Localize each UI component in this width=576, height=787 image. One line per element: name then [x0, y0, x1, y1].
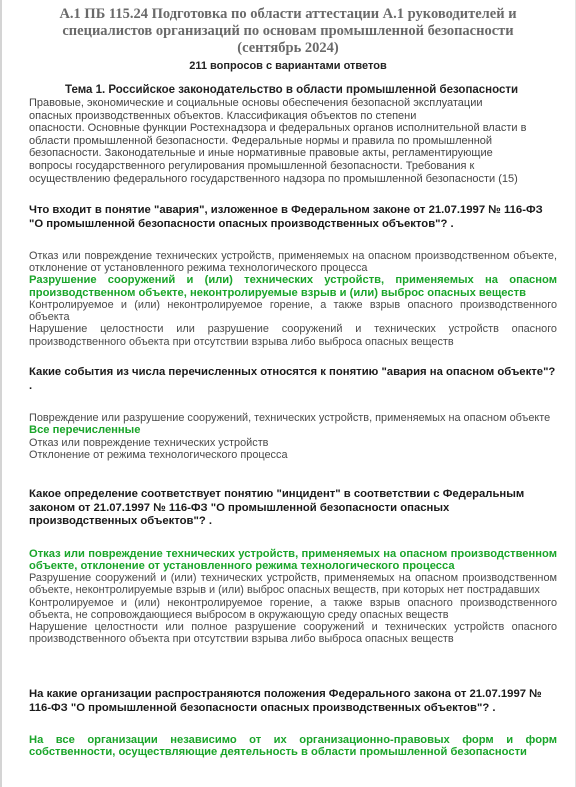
question-text: Какие события из числа перечисленных относятся к понятию "авария на опасном объекте"? . [29, 366, 556, 392]
topic-description-line: Правовые, экономические и социальные основы обеспечения безопасной эксплуатации [29, 97, 483, 109]
topic-description-line: опасности. Основные функции Ростехнадзора и федеральных органов исполнительной власти в [29, 122, 527, 135]
topic-description-line: осуществлению федерального государственного надзора по промышленной безопасности (15) [29, 172, 518, 185]
question-text: Какое определение соответствует понятию "инцидент" в соответствии с Федеральным законом от 21.07.1997 № 116-ФЗ "О промышленной безопасности опасных производственных объектов"? . [29, 488, 525, 527]
answer-list [29, 734, 557, 759]
answer-option: Повреждение или разрушение сооружений, технических устройств, применяемых на опасном объекте [29, 412, 551, 424]
answer-list [29, 548, 557, 646]
topic-description-line: опасных производственных объектов. Классификация объектов по степени [29, 109, 417, 122]
topic-description-line: безопасности. Законодательные и иные нормативные правовые акты, регламентирующие [29, 147, 493, 160]
question-text: На какие организации распространяются положения Федерального закона от 21.07.1997 № 116-ФЗ "О промышленной безопасности опасных производственных объектов"? . [29, 688, 542, 714]
topic-description-line: области промышленной безопасности. Федеральные нормы и правила по промышленной [29, 134, 493, 147]
question-block-2 [29, 366, 557, 461]
answer-option: Отказ или повреждение технических устройств, применяемых на опасном производственном объекте, отклонение от установленного режима технологического процесса [29, 250, 557, 275]
answer-option: Нарушение целостности или полное разрушение сооружений и технических устройств опасного производственного объекта при отсутствии взрыва либо выброса опасных веществ [29, 620, 557, 646]
question-block-3 [29, 488, 557, 645]
answer-option: Разрушение сооружений и (или) технических устройств, применяемых на опасном производственном объекте, неконтролируемые взрыв и (или) выброс опасных веществ, при которых нет пострадавших [29, 572, 557, 597]
document-subtitle: 211 вопросов с вариантами ответов [189, 60, 387, 72]
answer-option-correct: Разрушение сооружений и (или) технических устройств, применяемых на опасном производственном объекте, неконтролируемые взрыв и (или) выброс опасных веществ [29, 274, 557, 299]
answer-option: Контролируемое и (или) неконтролируемое горение, а также взрыв опасного производственного объекта, не сопровождающиеся выбросом в окружающую среду опасных веществ [29, 596, 557, 621]
topic-description [29, 97, 554, 185]
page-left-edge [0, 0, 2, 787]
topic-heading: Тема 1. Российское законодательство в области промышленной безопасности [65, 84, 519, 96]
answer-option: Отклонение от режима технологического процесса [29, 448, 288, 461]
answer-option: Контролируемое и (или) неконтролируемое горение, а также взрыв опасного производственного объекта [29, 299, 557, 324]
question-text: Что входит в понятие "авария", изложенное в Федеральном законе от 21.07.1997 № 116-ФЗ "О промышленной безопасности опасных производственных объектов"? . [29, 204, 543, 230]
answer-option-correct: Отказ или повреждение технических устройств, применяемых на опасном производственном объекте, отклонение от установленного режима технологического процесса [29, 547, 557, 572]
answer-list [29, 412, 557, 461]
answer-list [29, 250, 557, 348]
answer-option: Отказ или повреждение технических устройств [29, 436, 269, 449]
question-block-4 [29, 688, 557, 759]
question-block-1 [29, 204, 557, 348]
answer-option: Нарушение целостности или разрушение сооружений и технических устройств опасного производственного объекта при отсутствии взрыва либо выброса опасных веществ [29, 323, 557, 348]
answer-option-correct: На все организации независимо от их организационно-правовых форм и форм собственности, осуществляющие деятельность в области промышленной безопасности [29, 734, 557, 759]
topic-description-line: вопросы государственного регулирования промышленной безопасности. Требования к [29, 159, 475, 172]
answer-option-correct: Все перечисленные [29, 424, 141, 437]
document-title: А.1 ПБ 115.24 Подготовка по области аттестации А.1 руководителей и специалистов организаций по основам промышленной безопасности (сентябрь 2024) [59, 6, 517, 56]
